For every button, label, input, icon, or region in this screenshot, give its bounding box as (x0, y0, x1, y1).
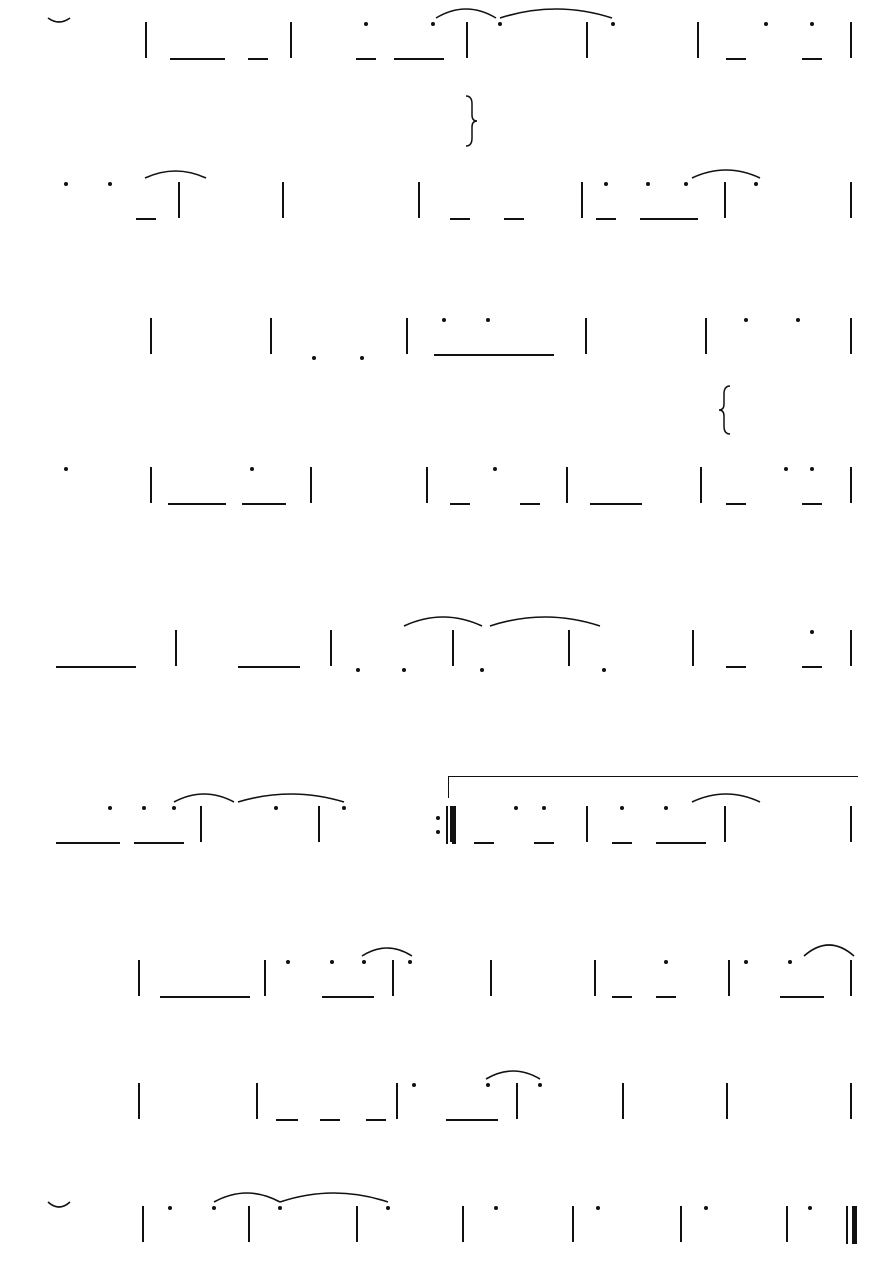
barline (852, 1206, 857, 1244)
tie-slur (48, 18, 70, 22)
octave-dot (684, 182, 688, 186)
octave-dot (442, 318, 446, 322)
duration-underline (726, 58, 746, 60)
octave-dot (604, 182, 608, 186)
duration-underline (726, 666, 746, 668)
barline (310, 467, 312, 503)
octave-dot (286, 960, 290, 964)
barline (330, 630, 332, 666)
duration-underline (534, 842, 554, 844)
duration-underline (248, 58, 268, 60)
barline (516, 1083, 518, 1119)
tie-slur (692, 170, 760, 178)
barline (150, 318, 152, 354)
barline (622, 1083, 624, 1119)
tie-slur (362, 948, 412, 956)
barline (145, 22, 147, 58)
barline (452, 630, 454, 666)
octave-dot (172, 806, 176, 810)
barline (586, 806, 588, 842)
octave-dot (108, 806, 112, 810)
barline (452, 806, 456, 844)
barline (850, 182, 852, 218)
octave-dot (754, 182, 758, 186)
octave-dot (744, 960, 748, 964)
barline (138, 1083, 140, 1119)
barline (572, 1206, 574, 1242)
duration-underline (590, 503, 642, 505)
barline (175, 630, 177, 666)
octave-dot (274, 806, 278, 810)
duration-underline (242, 503, 286, 505)
barline (724, 806, 726, 842)
tie-slur (490, 617, 600, 626)
barline (566, 467, 568, 503)
barline (700, 467, 702, 503)
octave-dot (620, 806, 624, 810)
barline (200, 806, 202, 842)
duration-underline (802, 666, 822, 668)
octave-dot (168, 1206, 172, 1210)
ending-bracket-line (448, 776, 858, 777)
barline (264, 960, 266, 996)
tie-slur (486, 1071, 540, 1079)
duration-underline (434, 354, 554, 356)
barline (850, 630, 852, 666)
barline (728, 960, 730, 996)
barline (406, 318, 408, 354)
tie-slur (238, 794, 344, 802)
barline (290, 22, 292, 58)
octave-dot (493, 467, 497, 471)
ending-bracket-hook (448, 776, 449, 798)
octave-dot (646, 182, 650, 186)
octave-dot (250, 467, 254, 471)
barline (850, 1083, 852, 1119)
barline (138, 960, 140, 996)
duration-underline (504, 218, 524, 220)
barline (356, 1206, 358, 1242)
octave-dot (611, 22, 615, 26)
octave-dot (360, 356, 364, 360)
octave-dot (431, 22, 435, 26)
barline (462, 1206, 464, 1242)
duration-underline (450, 503, 470, 505)
octave-dot (356, 668, 360, 672)
duration-underline (276, 1119, 298, 1121)
octave-dot (142, 806, 146, 810)
barline (850, 22, 852, 58)
octave-dot (312, 356, 316, 360)
octave-dot (108, 182, 112, 186)
duration-underline (640, 218, 698, 220)
tie-slur (500, 9, 612, 18)
octave-dot (386, 1206, 390, 1210)
barline (396, 1083, 398, 1119)
octave-dot (788, 960, 792, 964)
duration-underline (136, 218, 156, 220)
octave-dot (810, 22, 814, 26)
octave-dot (408, 960, 412, 964)
octave-dot (596, 1206, 600, 1210)
tie-slur (404, 617, 482, 626)
barline (705, 318, 707, 354)
barline (178, 182, 180, 218)
barline (426, 467, 428, 503)
octave-dot (808, 1206, 812, 1210)
octave-dot (664, 960, 668, 964)
barline (392, 960, 394, 996)
duration-underline (170, 58, 225, 60)
octave-dot (412, 1083, 416, 1087)
tie-slur (48, 1202, 70, 1207)
octave-dot (364, 22, 368, 26)
barline (418, 182, 420, 218)
duration-underline (320, 1119, 340, 1121)
octave-dot (810, 467, 814, 471)
octave-dot (278, 1206, 282, 1210)
duration-underline (474, 842, 494, 844)
barline (850, 467, 852, 503)
tie-slur (145, 171, 206, 178)
duration-underline (656, 996, 676, 998)
tie-slur (280, 1193, 388, 1202)
octave-dot (514, 806, 518, 810)
octave-dot (704, 1206, 708, 1210)
barline (726, 1083, 728, 1119)
octave-dot (796, 318, 800, 322)
duration-underline (446, 1119, 498, 1121)
duration-underline (322, 996, 374, 998)
barline (490, 960, 492, 996)
duration-underline (780, 996, 824, 998)
duration-underline (356, 58, 376, 60)
octave-dot (212, 1206, 216, 1210)
barline (850, 806, 852, 842)
duration-underline (596, 218, 616, 220)
duration-underline (612, 996, 632, 998)
octave-dot (362, 960, 366, 964)
barline (142, 1206, 144, 1242)
tie-slur (174, 794, 234, 802)
barline (586, 22, 588, 58)
duration-underline (802, 58, 822, 60)
tie-slur (692, 794, 760, 802)
octave-dot (494, 1206, 498, 1210)
octave-dot (764, 22, 768, 26)
barline (568, 630, 570, 666)
octave-dot (664, 806, 668, 810)
duration-underline (134, 842, 184, 844)
octave-dot (810, 630, 814, 634)
octave-dot (64, 467, 68, 471)
barline (692, 630, 694, 666)
octave-dot (486, 1083, 490, 1087)
octave-dot (486, 318, 490, 322)
barline (585, 318, 587, 354)
verse-brace (466, 96, 477, 146)
barline (282, 182, 284, 218)
octave-dot (498, 22, 502, 26)
barline (786, 1206, 788, 1242)
octave-dot (436, 830, 440, 834)
duration-underline (366, 1119, 386, 1121)
duration-underline (802, 503, 822, 505)
barline (270, 318, 272, 354)
barline (594, 960, 596, 996)
barline (446, 806, 448, 844)
duration-underline (612, 842, 632, 844)
barline (680, 1206, 682, 1242)
duration-underline (56, 666, 136, 668)
tie-slur (436, 9, 496, 18)
barline (150, 467, 152, 503)
octave-dot (602, 668, 606, 672)
octave-dot (538, 1083, 542, 1087)
barline (846, 1206, 848, 1244)
duration-underline (520, 503, 540, 505)
duration-underline (238, 666, 300, 668)
octave-dot (64, 182, 68, 186)
duration-underline (160, 996, 250, 998)
duration-underline (394, 58, 444, 60)
barline (697, 22, 699, 58)
barline (466, 22, 468, 58)
duration-underline (726, 503, 746, 505)
duration-underline (56, 842, 120, 844)
barline (724, 182, 726, 218)
barline (581, 182, 583, 218)
duration-underline (656, 842, 706, 844)
octave-dot (784, 467, 788, 471)
duration-underline (168, 503, 226, 505)
verse-brace (719, 386, 730, 434)
octave-dot (342, 806, 346, 810)
barline (248, 1206, 250, 1242)
duration-underline (450, 218, 470, 220)
octave-dot (542, 806, 546, 810)
tie-slur (804, 945, 854, 956)
barline (850, 318, 852, 354)
octave-dot (402, 668, 406, 672)
octave-dot (436, 816, 440, 820)
barline (256, 1083, 258, 1119)
barline (850, 960, 852, 996)
octave-dot (744, 318, 748, 322)
tie-slur (214, 1193, 280, 1202)
octave-dot (330, 960, 334, 964)
octave-dot (480, 668, 484, 672)
barline (318, 806, 320, 842)
